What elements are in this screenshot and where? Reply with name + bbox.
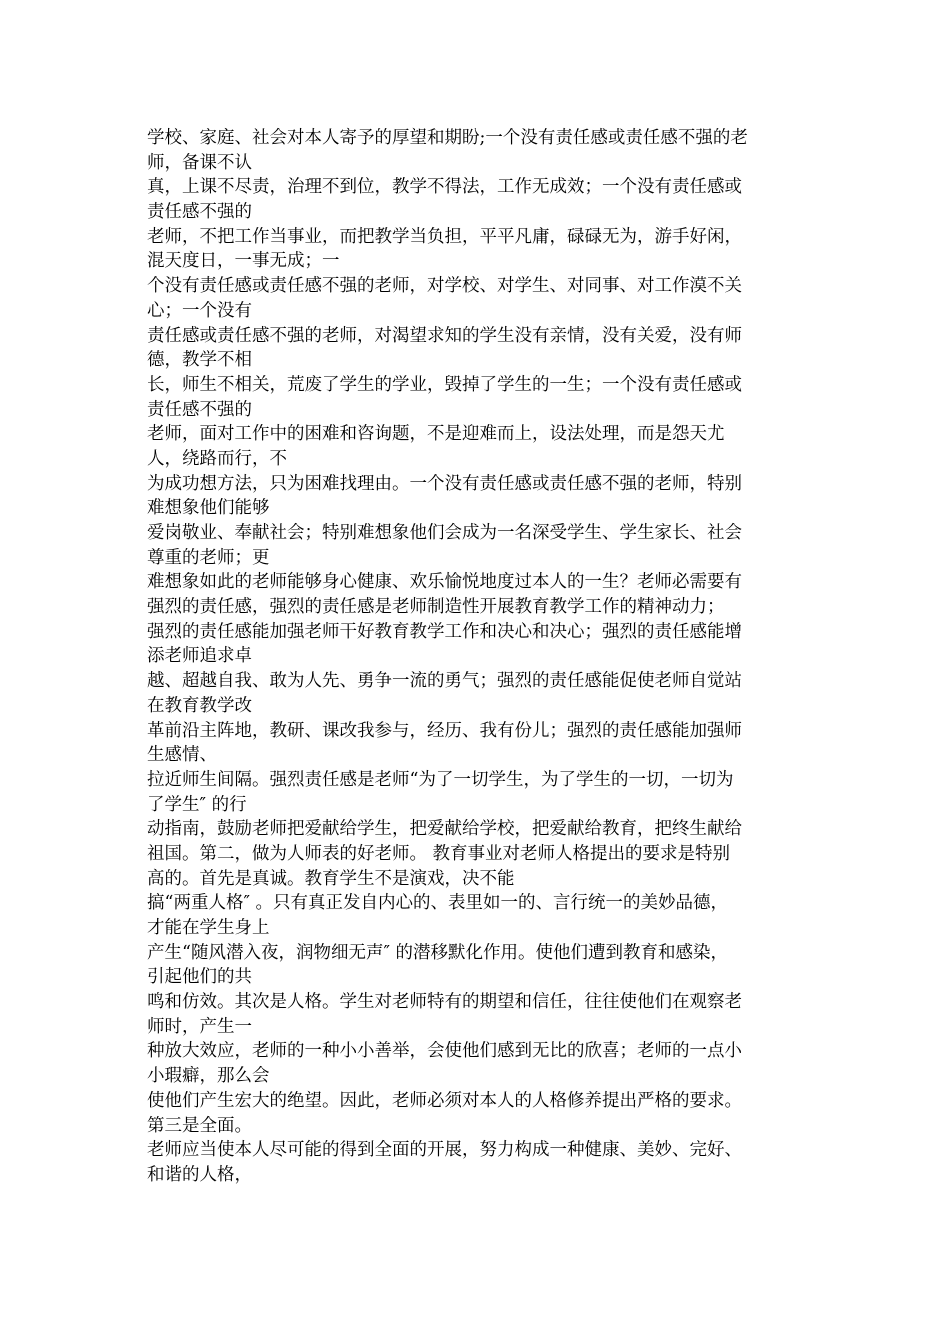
text-line: 搞“两重人格″ 。只有真正发自内心的、表里如一的、言行统一的美妙品德，: [147, 893, 729, 914]
text-line: 爱岗敬业、奉献社会；特别难想象他们会成为一名深受学生、学生家长、社会: [147, 523, 742, 543]
text-line: 越、超越自我、敢为人先、勇争一流的勇气；强烈的责任感能促使老师自觉站: [147, 671, 742, 692]
text-line: 学校、家庭、社会对本人寄予的厚望和期盼;一个没有责任感或责任感不强的老: [147, 128, 748, 148]
text-line: 为成功想方法，只为困难找理由。一个没有责任感或责任感不强的老师，特别: [147, 473, 742, 494]
text-line: 师，备课不认: [147, 152, 252, 173]
text-line: 高的。首先是真诚。教育学生不是演戏，决不能: [147, 868, 515, 889]
text-line: 老师应当使本人尽可能的得到全面的开展，努力构成一种健康、美妙、完好、: [147, 1140, 742, 1161]
text-line: 长，师生不相关，荒废了学生的学业，毁掉了学生的一生；一个没有责任感或: [147, 374, 742, 395]
text-line: 混天度日，一事无成；一: [147, 251, 340, 272]
text-line: 鸣和仿效。其次是人格。学生对老师特有的期望和信任，往往使他们在观察老: [147, 992, 742, 1013]
text-line: 使他们产生宏大的绝望。因此，老师必须对本人的人格修养提出严格的要求。: [147, 1090, 742, 1111]
text-line: 产生“随风潜入夜，润物细无声″ 的潜移默化作用。使他们遭到教育和感染，: [147, 942, 729, 963]
text-line: 拉近师生间隔。强烈责任感是老师“为了一切学生，为了学生的一切，一切为: [147, 769, 734, 790]
text-line: 小瑕癖，那么会: [147, 1066, 270, 1087]
text-line: 师时，产生一: [147, 1016, 252, 1037]
text-line: 了学生″ 的行: [147, 794, 247, 815]
text-line: 第三是全面。: [147, 1115, 252, 1136]
text-line: 添老师追求卓: [147, 646, 252, 667]
text-line: 引起他们的共: [147, 967, 252, 988]
text-line: 责任感不强的: [147, 399, 252, 420]
text-line: 动指南，鼓励老师把爱献给学生，把爱献给学校，把爱献给教育，把终生献给: [147, 819, 742, 840]
text-line: 老师，面对工作中的困难和咨询题，不是迎难而上，设法处理，而是怨天尤: [147, 424, 725, 445]
text-line: 个没有责任感或责任感不强的老师，对学校、对学生、对同事、对工作漠不关: [147, 276, 742, 297]
text-line: 责任感不强的: [147, 202, 252, 223]
text-line: 和谐的人格，: [147, 1164, 252, 1185]
text-line: 种放大效应，老师的一种小小善举，会使他们感到无比的欣喜；老师的一点小: [147, 1041, 742, 1062]
text-line: 才能在学生身上: [147, 918, 270, 938]
text-line: 在教育教学改: [147, 695, 252, 716]
text-line: 生感情、: [147, 745, 217, 766]
text-line: 尊重的老师；更: [147, 547, 270, 568]
text-line: 祖国。第二，做为人师表的好老师。 教育事业对老师人格提出的要求是特别: [147, 843, 731, 864]
text-line: 人，绕路而行，不: [147, 448, 287, 469]
text-line: 心；一个没有: [147, 300, 252, 321]
text-line: 强烈的责任感，强烈的责任感是老师制造性开展教育教学工作的精神动力；: [147, 597, 725, 618]
text-line: 责任感或责任感不强的老师，对渴望求知的学生没有亲情，没有关爱，没有师: [147, 325, 742, 346]
body-text: [147, 126, 807, 1188]
text-line: 革前沿主阵地，教研、课改我参与，经历、我有份儿；强烈的责任感能加强师: [147, 720, 742, 741]
text-line: 真，上课不尽责，治理不到位，教学不得法，工作无成效；一个没有责任感或: [147, 177, 742, 198]
text-line: 难想象如此的老师能够身心健康、欢乐愉悦地度过本人的一生？老师必需要有: [147, 572, 742, 593]
text-line: 德，教学不相: [147, 350, 252, 371]
text-line: 难想象他们能够: [147, 498, 270, 519]
text-line: 老师，不把工作当事业，而把教学当负担，平平凡庸，碌碌无为，游手好闲，: [147, 226, 742, 247]
text-line: 强烈的责任感能加强老师干好教育教学工作和决心和决心；强烈的责任感能增: [147, 621, 742, 642]
